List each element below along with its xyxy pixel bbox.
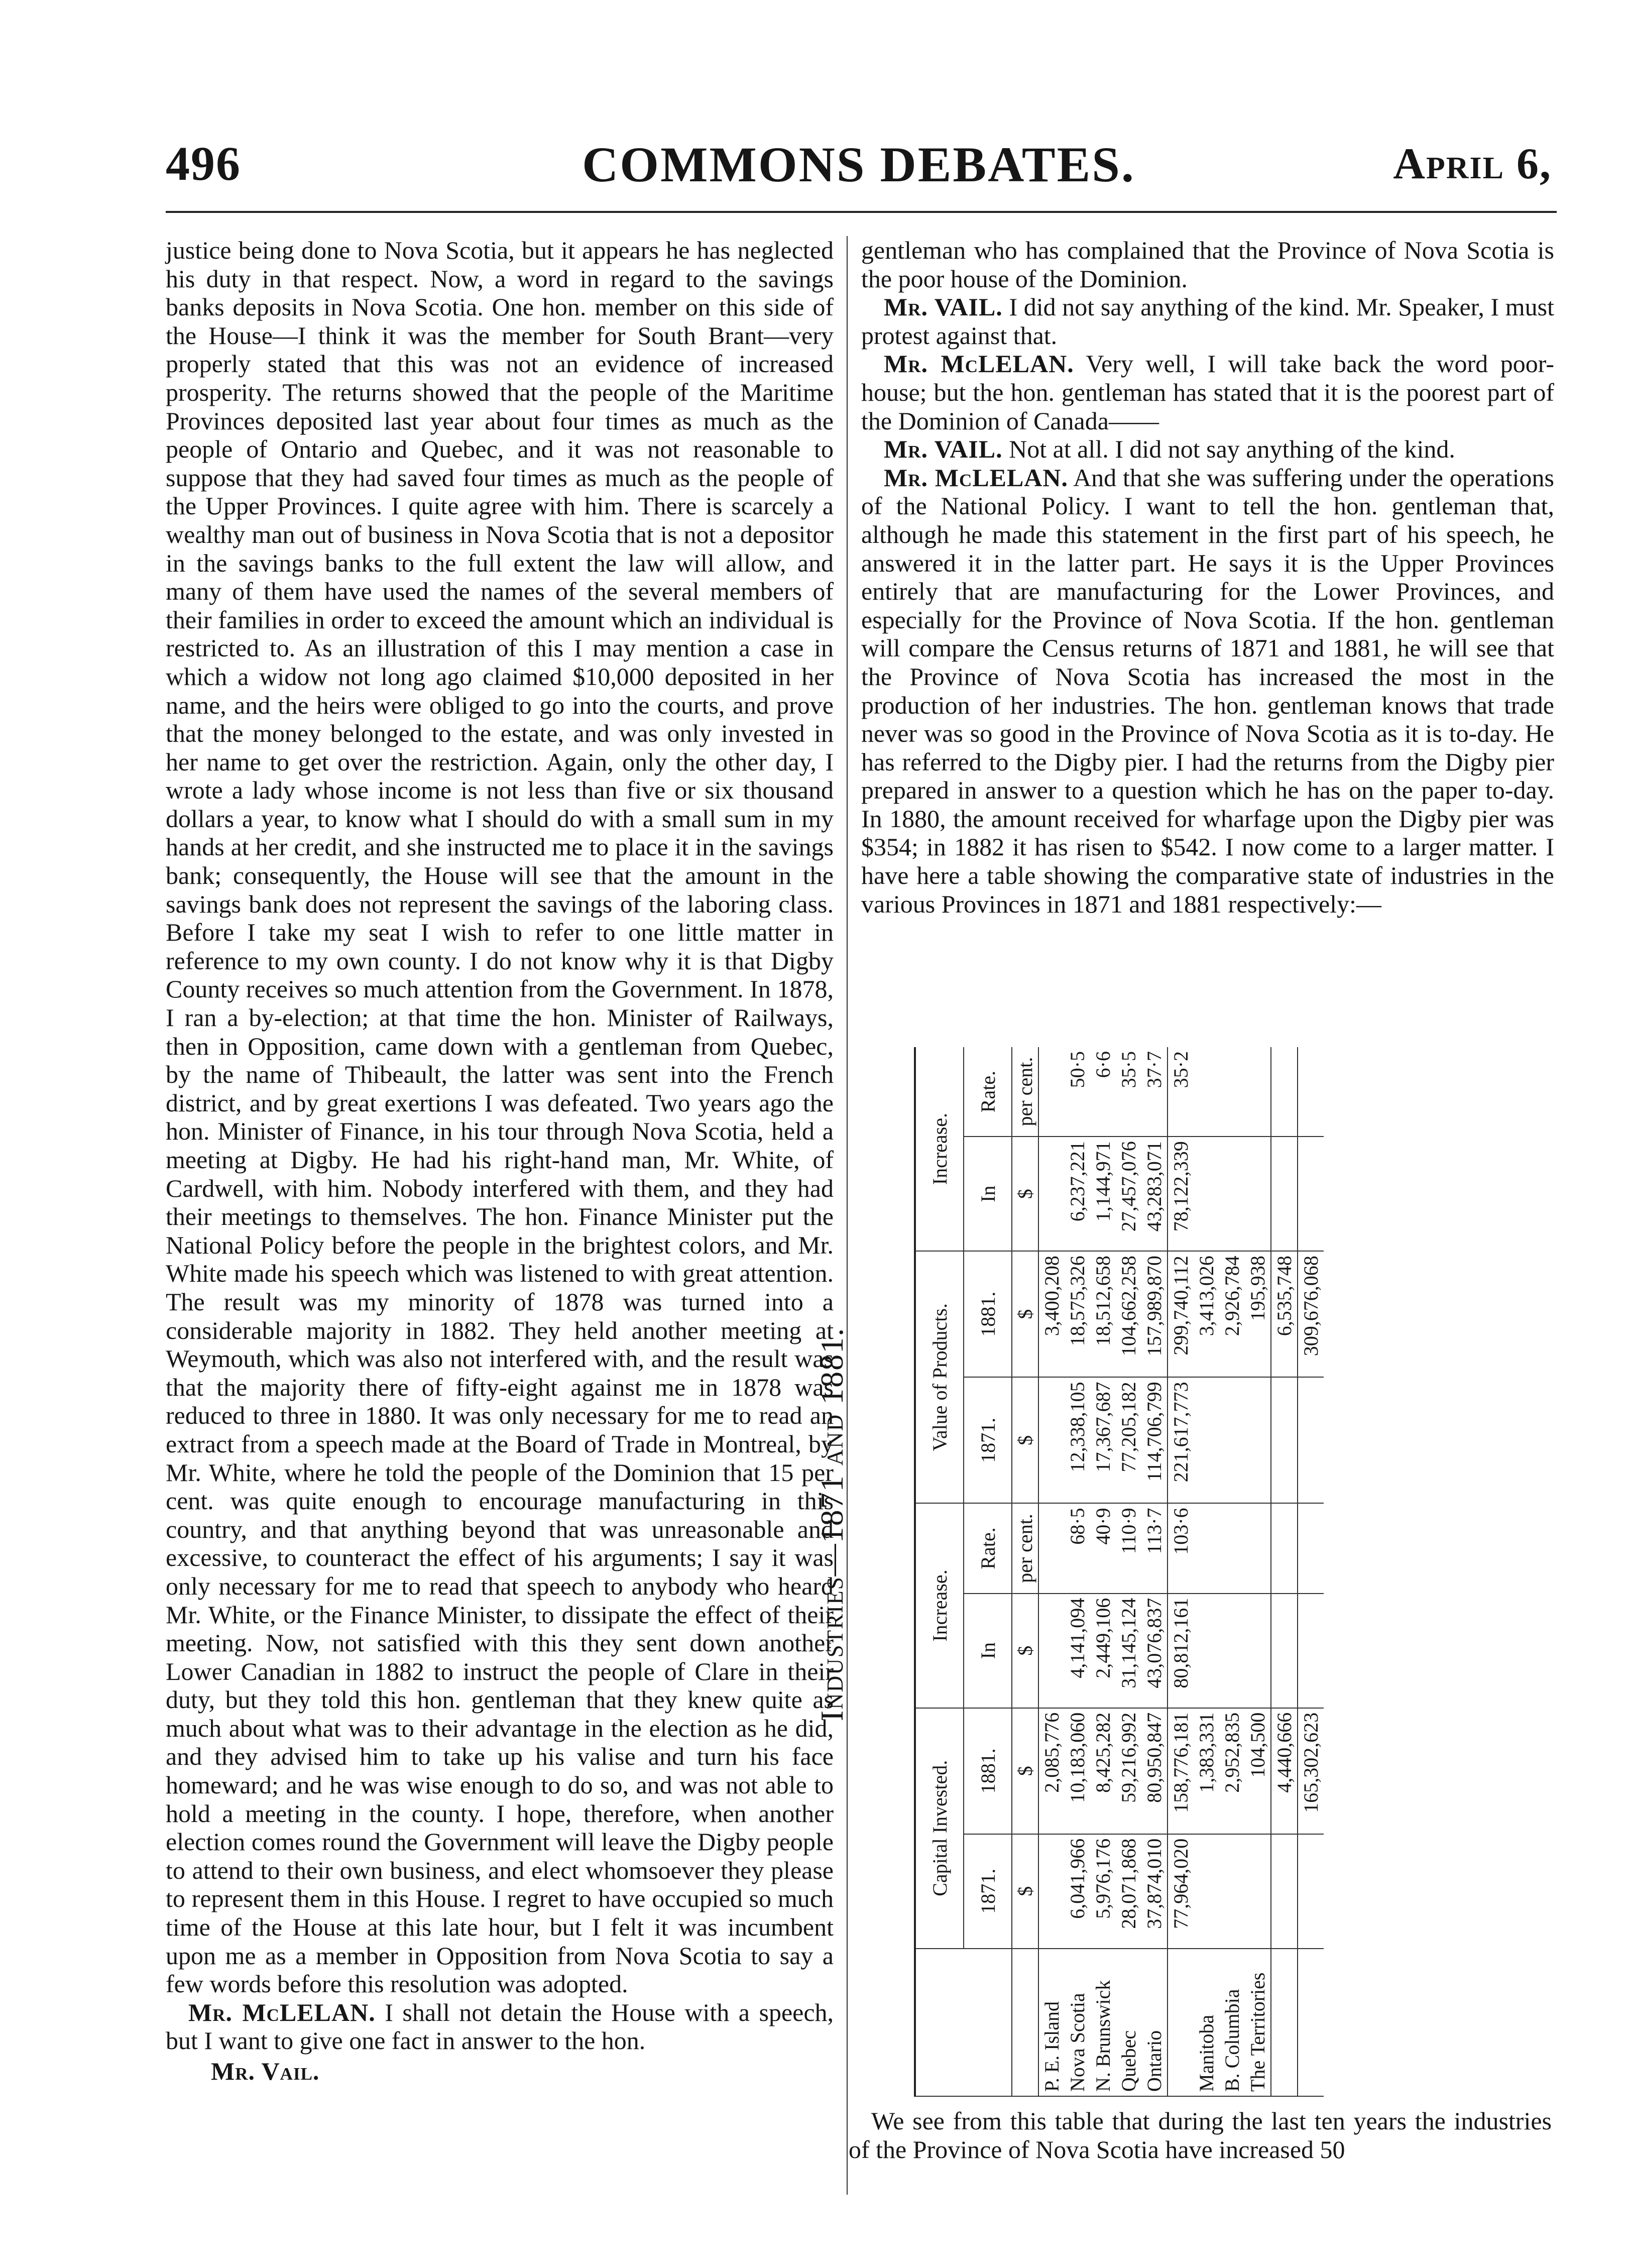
- province-header: [916, 1949, 1012, 2096]
- left-column: [166, 236, 834, 2190]
- speech-text: Very well, I will take back the word poor-house; but the hon. gentleman has stated that it is the poorest part of the Dominion of Canada——: [861, 350, 1554, 435]
- column-header-row: [964, 1047, 1012, 2096]
- table-rotated: [916, 1047, 1549, 2097]
- column-header: Rate.: [964, 1047, 1012, 1137]
- paragraph: justice being done to Nova Scotia, but it appears he has neglected his duty in that respect. Now, a word in regard to the savings banks deposits in Nova Scotia. One hon. member on this side of the House—I think it was the member for South Brant—very properly stated that this was not an evidence of increased prosperity. The returns showed that the people of the Maritime Provinces deposited last year about four times as much as the people of Ontario and Quebec, and it was not reasonable to suppose that they had saved four times as much as the people of the Upper Provinces. I quite agree with him. There is scarcely a wealthy man out of business in Nova Scotia that is not a depositor in the savings banks to the full extent the law will allow, and many of them have used the names of the several members of their families in order to exceed the amount which an individual is restricted to. As an illustration of this I may mention a case in which a widow not long ago claimed $10,000 deposited in her name, and the heirs were obliged to go into the courts, and prove that the money belonged to the estate, and was only invested in her name to get over the restriction. Again, only the other day, I wrote a lady whose income is not less than five or six thousand dollars a year, to know what I should do with a small sum in my hands at her credit, and she instructed me to place it in the savings bank; consequently, the House will see that the amount in the savings bank does not represent the savings of the laboring class. Before I take my seat I wish to refer to one little matter in reference to my own county. I do not know why it is that Digby County receives so much attention from the Government. In 1878, I ran a by-election; at that time the hon. Minister of Railways, then in Opposition, came down with a gentleman from Quebec, by the name of Thibeault, the latter was sent into the French district, and by great exertions I was defeated. Two years ago the hon. Minister of Finance, in his tour through Nova Scotia, held a meeting at Digby. He had his right-hand man, Mr. White, of Cardwell, with him. Nobody interfered with them, and they had their meetings to themselves. The hon. Finance Minister put the National Policy before the people in the brightest colors, and Mr. White made his speech which was listened to with great attention. The result was my minority of 1878 was turned into a considerable majority in 1882. They held another meeting at Weymouth, which was also not interfered with, and the result was that the majority there of fifty-eight against me in 1878 was reduced to three in 1880. It was only necessary for me to read an extract from a speech made at the Board of Trade in Montreal, by Mr. White, where he told the people of the Dominion that 15 per cent. was quite enough to encourage manufacturing in this country, and that anything beyond that was unreasonable and excessive, to counteract the effect of his arguments; I say it was only necessary for me to read that speech to anybody who heard Mr. White, or the Finance Minister, to dissipate the effect of their meeting. Now, not satisfied with this they sent down another Lower Canadian in 1882 to instruct the people of Clare in their duty, but they told this hon. gentleman that they knew quite as much about what was to their advantage in the election as he did, and they advised him to take up his valise and turn his face homeward; and he was wise enough to do so, and was not able to hold a meeting in the county. I hope, therefore, when another election comes round the Government will leave the Digby people to attend to their own business, and elect whomsoever they please to represent them in this House. I regret to have occupied so much time of the House at this late hour, but I felt it was incumbent upon me as a member in Opposition from Nova Scotia to say a few words before this resolution was adopted.: [166, 236, 834, 1998]
- speech-text: I shall not detain the House with a speech, but I want to give one fact in answer to the hon.: [166, 1998, 834, 2055]
- province-cell: P. E. Island: [1038, 1949, 1065, 2096]
- column-header: In: [964, 1137, 1012, 1251]
- province-cell: Nova Scotia: [1065, 1949, 1090, 2096]
- table-row: Nova Scotia 6,041,966 10,183,060 4,141,094 68·5 12,338,105 18,575,326 6,237,221 50·5: [1065, 1047, 1090, 2096]
- paragraph-vail: [861, 435, 1554, 464]
- unit-cell: $: [1012, 1834, 1038, 1949]
- paragraph-mclelan: [166, 1998, 834, 2055]
- page-title: COMMONS DEBATES.: [582, 137, 1135, 192]
- table-frame: [914, 1047, 1549, 2097]
- province-cell: B. Columbia: [1219, 1949, 1245, 2096]
- speech-text: Not at all. I did not say anything of the kind.: [1009, 435, 1455, 464]
- continuation-signature: Mr. Vail.: [211, 2057, 320, 2085]
- province-cell: The Territories: [1245, 1949, 1271, 2096]
- subtotal-row: 77,964,020 158,776,181 80,812,161 103·6 221,617,773 299,740,112 78,122,339 35·2: [1168, 1047, 1194, 2096]
- speaker-name: Mr. VAIL.: [884, 293, 1003, 321]
- unit-cell: $: [1012, 1137, 1038, 1251]
- subtotal-row: 4,440,666 6,535,748: [1271, 1047, 1298, 2096]
- unit-cell: per cent.: [1012, 1047, 1038, 1137]
- speech-text: And that she was suffering under the operations of the National Policy. I want to tell the hon. gentleman that, although he made this statement in the first part of his speech, he answered it in the latter part. He says it is the Upper Provinces entirely that are manufacturing for the Lower Provinces, and especially for the Province of Nova Scotia. If the hon. gentleman will compare the Census returns of 1871 and 1881, he will see that the Province of Nova Scotia has increased the most in the production of her industries. The hon. gentleman knows that trade never was so good in the Province of Nova Scotia as it is to-day. He has referred to the Digby pier. I had the returns from the Digby pier prepared in answer to a question which he has on the paper to-day. In 1880, the amount received for wharfage upon the Digby pier was $354; in 1882 it has risen to $542. I now come to a larger matter. I have here a table showing the comparative state of industries in the various Provinces in 1871 and 1881 respectively:—: [861, 463, 1554, 918]
- table-row: Quebec 28,071,868 59,216,992 31,145,124 110·9 77,205,182 104,662,258 27,457,076 35·5: [1116, 1047, 1141, 2096]
- unit-cell: $: [1012, 1377, 1038, 1503]
- group-header: Increase.: [916, 1047, 964, 1251]
- province-cell: Manitoba: [1194, 1949, 1219, 2096]
- right-column-after-table: [849, 2107, 1552, 2164]
- paragraph: We see from this table that during the last ten years the industries of the Province of Nova Scotia have increased 50: [849, 2107, 1552, 2164]
- speech-text: I did not say anything of the kind. Mr. Speaker, I must protest against that.: [861, 293, 1554, 350]
- industries-table: [916, 1047, 1324, 2097]
- speaker-name: Mr. McLELAN.: [188, 1998, 376, 2026]
- industries-table-block: [814, 1047, 1552, 2097]
- column-header: Rate.: [964, 1503, 1012, 1593]
- group-header-row: [916, 1047, 964, 2096]
- table-row: The Territories 104,500 195,938: [1245, 1047, 1271, 2096]
- unit-cell: per cent.: [1012, 1503, 1038, 1593]
- speaker-name: Mr. VAIL.: [884, 435, 1003, 464]
- column-header: In: [964, 1594, 1012, 1708]
- column-header: 1881.: [964, 1708, 1012, 1834]
- page-number: 496: [166, 137, 241, 190]
- column-header: 1871.: [964, 1377, 1012, 1503]
- header-rule: [166, 211, 1557, 213]
- unit-row: [1012, 1047, 1038, 2096]
- unit-cell: $: [1012, 1251, 1038, 1377]
- page-header: [166, 136, 1552, 201]
- province-cell: Quebec: [1116, 1949, 1141, 2096]
- paragraph-mclelan: [861, 350, 1554, 435]
- province-cell: N. Brunswick: [1090, 1949, 1116, 2096]
- table-row: N. Brunswick 5,976,176 8,425,282 2,449,106 40·9 17,367,687 18,512,658 1,144,971 6·6: [1090, 1047, 1116, 2096]
- total-row: 165,302,623 309,676,068: [1298, 1047, 1324, 2096]
- speaker-name: Mr. McLELAN.: [884, 350, 1074, 378]
- paragraph: gentleman who has complained that the Province of Nova Scotia is the poor house of the Dominion.: [861, 236, 1554, 293]
- group-header: Capital Invested.: [916, 1708, 964, 1949]
- unit-cell: $: [1012, 1708, 1038, 1834]
- group-header: Value of Products.: [916, 1251, 964, 1503]
- paragraph-vail: [861, 293, 1554, 350]
- table-row: Manitoba 1,383,331 3,413,026: [1194, 1047, 1219, 2096]
- group-header: Increase.: [916, 1503, 964, 1708]
- right-column: [861, 236, 1554, 1035]
- table-row: B. Columbia 2,952,835 2,926,784: [1219, 1047, 1245, 2096]
- table-title: Industries—1871 and 1881.: [814, 1327, 850, 1722]
- page-date: April 6,: [1393, 140, 1552, 188]
- speaker-name: Mr. McLELAN.: [884, 463, 1069, 492]
- unit-cell: $: [1012, 1594, 1038, 1708]
- paragraph-mclelan: [861, 464, 1554, 919]
- table-row: Ontario 37,874,010 80,950,847 43,076,837 113·7 114,706,799 157,989,870 43,283,071 37·7: [1141, 1047, 1168, 2096]
- column-header: 1881.: [964, 1251, 1012, 1377]
- column-header: 1871.: [964, 1834, 1012, 1949]
- table-row: P. E. Island 2,085,776 3,400,208: [1038, 1047, 1065, 2096]
- province-cell: Ontario: [1141, 1949, 1168, 2096]
